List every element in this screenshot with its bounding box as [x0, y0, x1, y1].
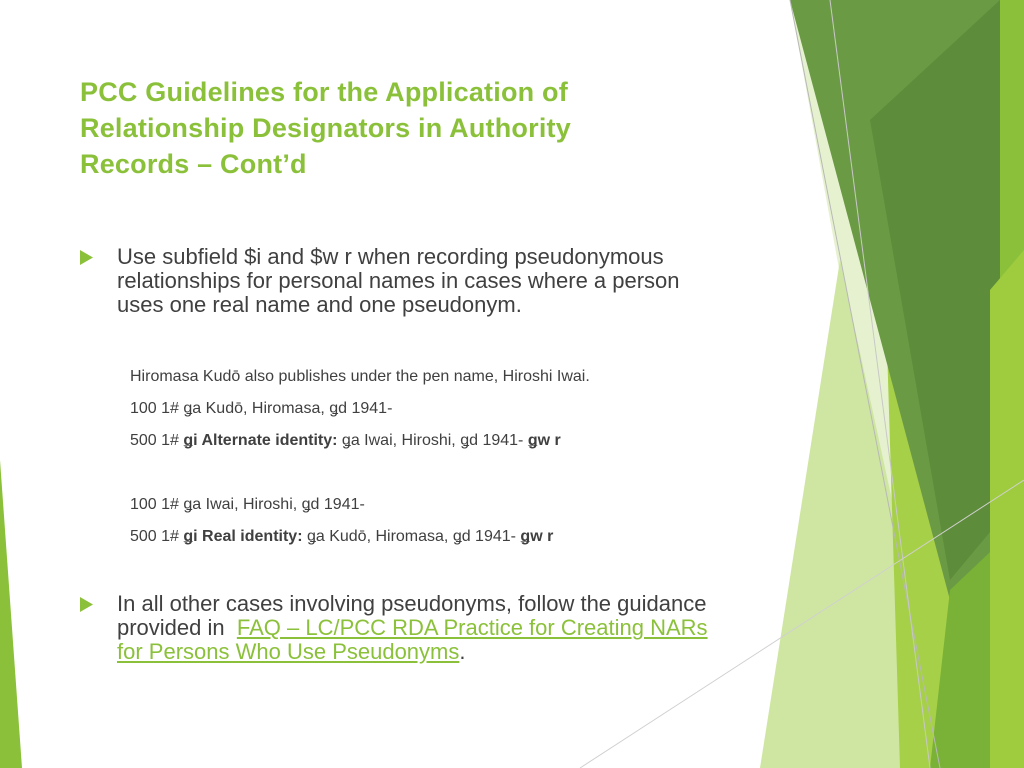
bullet-1-line-3: uses one real name and one pseudonym.	[117, 292, 522, 317]
slide-title	[80, 74, 720, 182]
bullet-1-line-1: Use subfield $i and $w r when recording pseudonymous	[117, 244, 664, 269]
triangle-bullet-icon	[80, 592, 117, 612]
record-1-designator: ǥi Alternate identity:	[183, 432, 338, 449]
bullet-item-1	[80, 245, 780, 317]
title-line-2: Relationship Designators in Authority	[80, 113, 571, 143]
faq-link-part-2[interactable]: for Persons Who Use Pseudonyms	[117, 639, 460, 664]
faq-link-part-1[interactable]: FAQ – LC/PCC RDA Practice for Creating NARs	[236, 615, 708, 640]
example-intro: Hiromasa Kudō also publishes under the pen name, Hiroshi Iwai.	[130, 368, 590, 385]
record-2-line-2-end: ǥw r	[520, 528, 554, 545]
record-2-line-2-mid: ǥa Kudō, Hiromasa, ǥd 1941-	[302, 528, 521, 545]
bullet-2-line-2-prefix: provided in	[117, 615, 237, 640]
bullet-2-end-punct: .	[459, 639, 466, 664]
bullet-2-line-1-text: In all other cases involving pseudonyms, follow the guidance	[117, 591, 707, 616]
record-1-line-2-end: ǥw r	[527, 432, 561, 449]
triangle-bullet-icon	[80, 245, 117, 265]
bullet-2-line-1	[117, 592, 708, 616]
bullet-2-text	[117, 592, 708, 664]
record-1-line-1: 100 1# ǥa Kudō, Hiromasa, ǥd 1941-	[130, 400, 393, 417]
bullet-1-line-2: relationships for personal names in cases where a person	[117, 268, 680, 293]
record-1-line-2	[130, 431, 561, 451]
bullet-item-2	[80, 592, 780, 664]
bullet-2-line-3	[117, 640, 708, 664]
right-deco-front	[990, 250, 1024, 768]
record-2-line-2	[130, 527, 553, 547]
title-line-1: PCC Guidelines for the Application of	[80, 77, 568, 107]
record-2-line-2-prefix: 500 1#	[130, 528, 184, 545]
bullet-2-line-2	[117, 616, 708, 640]
left-deco-shape	[0, 460, 22, 768]
bullet-1-text	[117, 245, 680, 317]
title-line-3: Records – Cont’d	[80, 149, 307, 179]
record-2-line-1: 100 1# ǥa Iwai, Hiroshi, ǥd 1941-	[130, 496, 365, 513]
record-1-line-2-prefix: 500 1#	[130, 432, 184, 449]
record-2-designator: ǥi Real identity:	[183, 528, 303, 545]
record-1-line-2-mid: ǥa Iwai, Hiroshi, ǥd 1941-	[337, 432, 528, 449]
